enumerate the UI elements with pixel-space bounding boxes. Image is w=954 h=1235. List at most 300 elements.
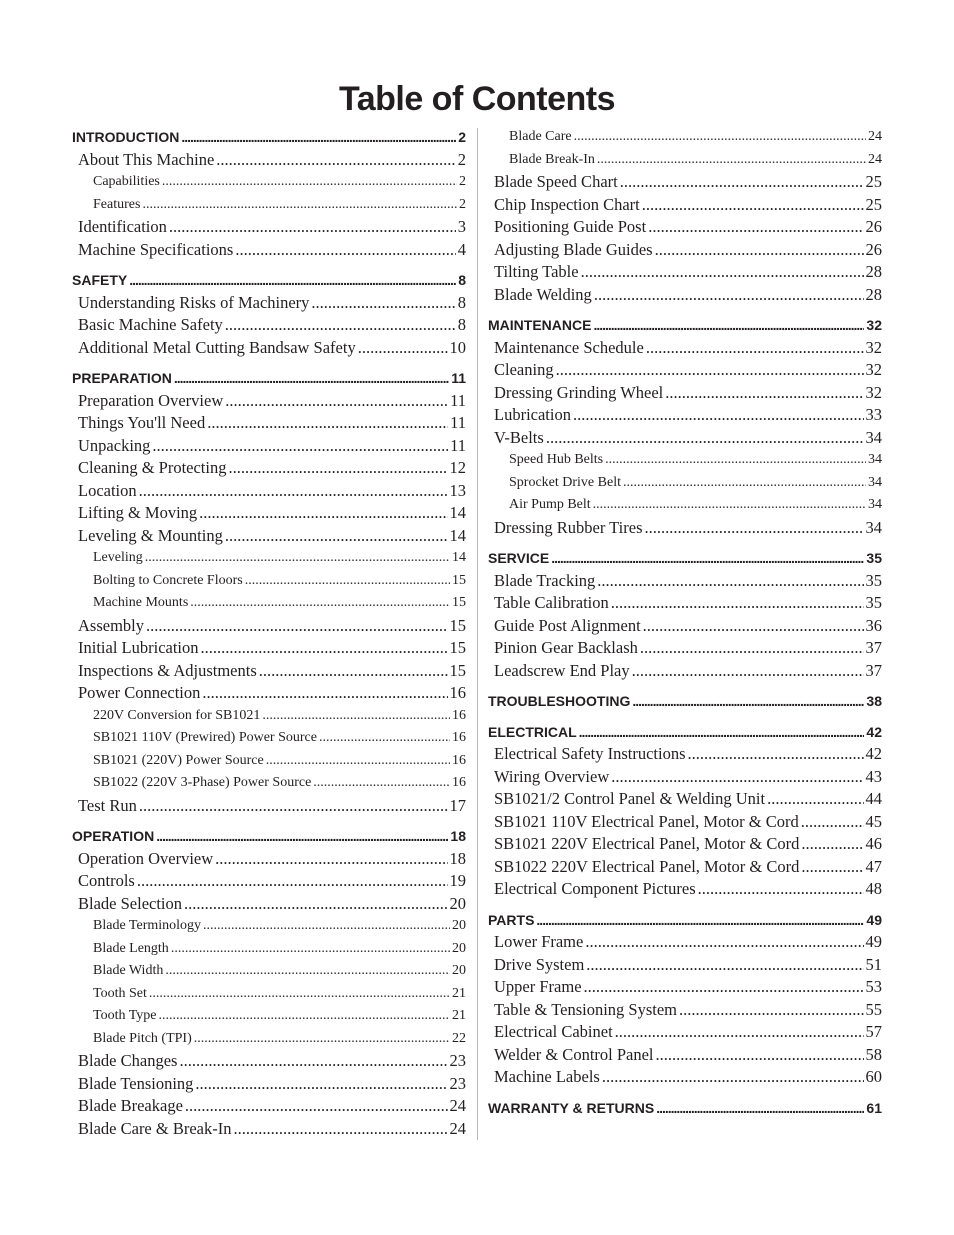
toc-page-number: 26 <box>865 217 882 236</box>
dot-leader <box>573 404 864 427</box>
dot-leader <box>262 705 450 728</box>
toc-entry-label: Machine Specifications <box>78 239 234 259</box>
toc-entry-label: SB1022 220V Electrical Panel, Motor & Cord <box>494 856 800 876</box>
toc-entry[interactable] <box>488 194 882 217</box>
toc-entry[interactable] <box>72 457 466 480</box>
dot-leader <box>146 615 448 638</box>
toc-entry-label: Table Calibration <box>494 593 609 612</box>
dot-leader <box>593 314 864 337</box>
dot-leader <box>646 337 864 360</box>
toc-entry[interactable] <box>72 848 466 871</box>
toc-entry-label: TROUBLESHOOTING <box>488 693 631 709</box>
toc-entry-label: Blade Speed Chart <box>494 172 618 191</box>
toc-entry-label: Unpacking <box>78 435 151 455</box>
toc-entry[interactable] <box>72 705 466 728</box>
toc-entry[interactable] <box>72 592 466 615</box>
toc-entry[interactable] <box>72 727 466 750</box>
toc-page-number: 26 <box>865 239 882 259</box>
toc-entry[interactable] <box>488 570 882 593</box>
toc-entry[interactable] <box>72 893 466 916</box>
toc-entry[interactable] <box>488 1021 882 1044</box>
dot-leader <box>597 149 866 172</box>
toc-entry-label: Tooth Type <box>93 1008 157 1023</box>
toc-page-number: 61 <box>866 1099 882 1116</box>
toc-entry[interactable] <box>488 743 882 766</box>
toc-page-number: 22 <box>452 1030 466 1046</box>
toc-entry[interactable] <box>488 931 882 954</box>
dot-leader <box>216 149 455 172</box>
dot-leader <box>698 878 864 901</box>
toc-entry[interactable] <box>488 954 882 977</box>
toc-entry-label: Location <box>78 480 137 500</box>
dot-leader <box>620 171 864 194</box>
toc-entry[interactable] <box>72 149 466 172</box>
toc-entry-label: Blade Care <box>509 129 572 144</box>
dot-leader <box>579 721 865 744</box>
dot-leader <box>611 592 864 615</box>
dot-leader <box>623 472 866 495</box>
toc-entry[interactable] <box>72 171 466 194</box>
toc-entry[interactable] <box>488 171 882 194</box>
toc-page-number: 55 <box>865 999 882 1019</box>
dot-leader <box>179 1050 447 1073</box>
toc-entry[interactable] <box>488 472 882 495</box>
toc-entry[interactable] <box>488 216 882 239</box>
toc-entry[interactable] <box>488 878 882 901</box>
toc-entry[interactable] <box>72 1118 466 1141</box>
toc-section-heading[interactable] <box>488 1097 882 1120</box>
toc-entry[interactable] <box>488 856 882 879</box>
toc-entry[interactable] <box>72 390 466 413</box>
toc-section-heading[interactable] <box>488 690 882 713</box>
toc-entry[interactable] <box>488 766 882 789</box>
toc-entry-label: Blade Pitch (TPI) <box>93 1030 192 1046</box>
toc-entry[interactable] <box>488 517 882 540</box>
dot-leader <box>615 1021 864 1044</box>
toc-page-number: 15 <box>449 638 466 657</box>
dot-leader <box>149 983 450 1006</box>
toc-page-number: 16 <box>452 707 466 723</box>
toc-entry-label: Upper Frame <box>494 977 582 996</box>
toc-entry-label: Lifting & Moving <box>78 503 198 522</box>
toc-entry-label: About This Machine <box>78 149 215 169</box>
toc-entry-label: Welder & Control Panel <box>494 1044 654 1064</box>
toc-entry-label: Cleaning <box>494 360 554 379</box>
toc-page-number: 11 <box>450 435 466 455</box>
toc-page-number: 14 <box>449 503 466 522</box>
dot-leader <box>228 457 447 480</box>
toc-page-number: 16 <box>452 775 466 790</box>
toc-entry-label: Test Run <box>78 795 137 815</box>
toc-page-number: 17 <box>449 795 466 815</box>
toc-entry-label: Controls <box>78 871 135 890</box>
toc-entry-label: Pinion Gear Backlash <box>494 638 638 657</box>
toc-page-number: 23 <box>449 1073 466 1093</box>
toc-entry[interactable] <box>72 660 466 683</box>
dot-leader <box>546 427 864 450</box>
dot-leader <box>655 239 864 262</box>
toc-section-heading[interactable] <box>488 909 882 932</box>
dot-leader <box>174 367 449 390</box>
toc-page-number: 11 <box>450 390 466 410</box>
toc-page-number: 28 <box>865 262 882 281</box>
toc-entry[interactable] <box>72 337 466 360</box>
toc-entry-label: Capabilities <box>93 174 160 189</box>
toc-entry[interactable] <box>488 149 882 172</box>
toc-entry[interactable] <box>72 412 466 435</box>
dot-leader <box>597 570 863 593</box>
toc-page-number: 38 <box>866 693 882 709</box>
toc-page-number: 57 <box>865 1022 882 1041</box>
toc-column-right <box>488 126 882 1119</box>
toc-page-number: 16 <box>449 683 466 702</box>
dot-leader <box>162 171 457 194</box>
toc-entry-label: SB1021 110V Electrical Panel, Motor & Cord <box>494 811 799 831</box>
toc-page-number: 42 <box>866 723 882 740</box>
dot-leader <box>581 261 864 284</box>
toc-entry[interactable] <box>72 525 466 548</box>
toc-page-number: 46 <box>865 834 882 853</box>
dot-leader <box>801 833 863 856</box>
toc-entry[interactable] <box>72 1073 466 1096</box>
toc-entry-label: Blade Tensioning <box>78 1073 194 1093</box>
toc-entry-label: SB1021 220V Electrical Panel, Motor & Cord <box>494 834 800 853</box>
dot-leader <box>139 795 448 818</box>
toc-entry[interactable] <box>488 284 882 307</box>
toc-entry-label: Features <box>93 196 141 212</box>
toc-entry-label: Tooth Set <box>93 985 147 1001</box>
dot-leader <box>593 494 866 517</box>
toc-page-number: 36 <box>865 615 882 635</box>
toc-entry-label: Blade Tracking <box>494 570 596 590</box>
dot-leader <box>688 743 864 766</box>
toc-page-number: 32 <box>866 317 882 333</box>
dot-leader <box>266 750 450 773</box>
toc-entry-label: Blade Terminology <box>93 918 202 933</box>
toc-entry-label: Machine Mounts <box>93 595 189 610</box>
toc-entry[interactable] <box>488 1066 882 1089</box>
toc-entry[interactable] <box>72 983 466 1006</box>
toc-entry[interactable] <box>488 976 882 999</box>
toc-page-number: 24 <box>449 1118 466 1138</box>
toc-entry-label: Sprocket Drive Belt <box>509 474 621 490</box>
toc-entry-label: Drive System <box>494 954 585 974</box>
toc-entry[interactable] <box>488 592 882 615</box>
toc-page-number: 23 <box>449 1051 466 1070</box>
toc-entry[interactable] <box>72 772 466 795</box>
dot-leader <box>142 194 457 217</box>
toc-page-number: 20 <box>452 940 466 956</box>
dot-leader <box>171 938 450 961</box>
toc-entry-label: Dressing Grinding Wheel <box>494 382 664 402</box>
toc-entry-label: Initial Lubrication <box>78 638 199 657</box>
toc-section-heading[interactable] <box>488 547 882 570</box>
toc-entry[interactable] <box>72 1095 466 1118</box>
toc-page-number: 37 <box>865 660 882 680</box>
toc-page-number: 8 <box>457 315 466 334</box>
toc-entry-label: 220V Conversion for SB1021 <box>93 707 261 723</box>
toc-entry[interactable] <box>72 870 466 893</box>
toc-page-number: 49 <box>865 932 882 951</box>
toc-entry[interactable] <box>488 999 882 1022</box>
toc-entry[interactable] <box>72 216 466 239</box>
toc-page-number: 53 <box>865 977 882 996</box>
toc-entry-label: Bolting to Concrete Floors <box>93 572 243 588</box>
toc-entry-label: Speed Hub Belts <box>509 452 604 467</box>
dot-leader <box>656 1044 864 1067</box>
toc-page-number: 2 <box>457 149 466 169</box>
toc-page-number: 32 <box>865 360 882 379</box>
toc-page-number: 15 <box>452 595 466 610</box>
toc-page-number: 8 <box>457 292 466 312</box>
toc-entry[interactable] <box>488 788 882 811</box>
toc-entry-label: Blade Changes <box>78 1051 178 1070</box>
toc-entry-label: PREPARATION <box>72 370 172 386</box>
toc-column-left <box>72 126 466 1140</box>
toc-entry-label: SB1021 (220V) Power Source <box>93 752 264 768</box>
toc-entry[interactable] <box>72 938 466 961</box>
toc-entry[interactable] <box>72 795 466 818</box>
toc-entry[interactable] <box>488 811 882 834</box>
toc-entry[interactable] <box>72 682 466 705</box>
dot-leader <box>645 517 864 540</box>
toc-page-number: 18 <box>450 828 466 844</box>
toc-entry[interactable] <box>488 427 882 450</box>
toc-page-number: 20 <box>452 963 466 978</box>
toc-page-number: 24 <box>868 129 882 144</box>
toc-entry[interactable] <box>488 660 882 683</box>
toc-page-number: 14 <box>452 550 466 565</box>
toc-page-number: 3 <box>457 217 466 236</box>
toc-page-number: 20 <box>449 893 466 913</box>
toc-entry[interactable] <box>72 615 466 638</box>
toc-entry-label: Leadscrew End Play <box>494 660 630 680</box>
dot-leader <box>574 126 866 149</box>
toc-page-number: 15 <box>449 615 466 635</box>
dot-leader <box>586 954 863 977</box>
toc-page-number: 42 <box>865 744 882 763</box>
toc-entry-label: V-Belts <box>494 427 544 447</box>
dot-leader <box>190 592 450 615</box>
toc-entry[interactable] <box>72 1028 466 1051</box>
toc-entry[interactable] <box>72 547 466 570</box>
toc-entry[interactable] <box>488 449 882 472</box>
toc-page-number: 49 <box>866 911 882 928</box>
toc-page-number: 24 <box>449 1096 466 1115</box>
dot-leader <box>556 359 864 382</box>
toc-section-heading[interactable] <box>488 721 882 744</box>
dot-leader <box>185 1095 448 1118</box>
toc-page-number: 25 <box>865 172 882 191</box>
toc-section-heading[interactable] <box>72 269 466 292</box>
toc-page-number: 13 <box>449 480 466 500</box>
toc-entry-label: Guide Post Alignment <box>494 615 641 635</box>
toc-page-number: 60 <box>865 1067 882 1086</box>
dot-leader <box>611 766 863 789</box>
dot-leader <box>181 126 456 149</box>
toc-entry[interactable] <box>72 915 466 938</box>
dot-leader <box>245 570 450 593</box>
toc-page-number: 28 <box>865 284 882 304</box>
dot-leader <box>259 660 448 683</box>
dot-leader <box>648 216 863 239</box>
toc-page-number: 21 <box>452 985 466 1001</box>
toc-page-number: 25 <box>865 194 882 214</box>
toc-page-number: 11 <box>451 370 466 386</box>
dot-leader <box>139 480 448 503</box>
toc-entry-label: Adjusting Blade Guides <box>494 239 653 259</box>
toc-entry[interactable] <box>488 359 882 382</box>
toc-entry-label: SAFETY <box>72 272 128 288</box>
toc-entry[interactable] <box>72 239 466 262</box>
toc-page-number: 20 <box>452 918 466 933</box>
toc-entry-label: Identification <box>78 217 167 236</box>
dot-leader <box>169 216 456 239</box>
toc-page-number: 2 <box>458 129 466 145</box>
dot-leader <box>585 931 863 954</box>
toc-page-number: 11 <box>450 413 466 432</box>
toc-entry-label: Blade Width <box>93 963 164 978</box>
toc-entry[interactable] <box>72 750 466 773</box>
toc-entry-label: Preparation Overview <box>78 390 224 410</box>
toc-entry-label: Blade Length <box>93 940 169 956</box>
toc-entry[interactable] <box>488 1044 882 1067</box>
toc-section-heading[interactable] <box>488 314 882 337</box>
toc-entry-label: OPERATION <box>72 828 155 844</box>
toc-entry[interactable] <box>488 637 882 660</box>
dot-leader <box>137 870 448 893</box>
dot-leader <box>194 1028 450 1051</box>
toc-entry-label: Blade Breakage <box>78 1096 183 1115</box>
toc-entry[interactable] <box>72 570 466 593</box>
toc-entry[interactable] <box>488 261 882 284</box>
toc-entry-label: Leveling & Mounting <box>78 525 223 545</box>
dot-leader <box>801 811 864 834</box>
toc-entry-label: Lower Frame <box>494 932 584 951</box>
toc-page-number: 34 <box>865 517 882 537</box>
toc-entry-label: MAINTENANCE <box>488 317 592 333</box>
toc-page-number: 19 <box>449 871 466 890</box>
toc-entry-label: Maintenance Schedule <box>494 337 644 357</box>
dot-leader <box>656 1097 864 1120</box>
toc-entry[interactable] <box>488 382 882 405</box>
toc-entry[interactable] <box>72 1050 466 1073</box>
toc-entry-label: Electrical Component Pictures <box>494 879 696 898</box>
dot-leader <box>584 976 864 999</box>
page-title: Table of Contents <box>338 80 616 118</box>
toc-entry-label: Operation Overview <box>78 848 214 868</box>
toc-page-number: 47 <box>865 856 882 876</box>
toc-page-number: 45 <box>865 811 882 831</box>
toc-section-heading[interactable] <box>72 126 466 149</box>
dot-leader <box>358 337 448 360</box>
toc-entry-label: SB1021 110V (Prewired) Power Source <box>93 730 317 745</box>
dot-leader <box>184 893 447 916</box>
toc-page-number: 16 <box>452 752 466 768</box>
toc-entry-label: Leveling <box>93 550 143 565</box>
toc-entry[interactable] <box>72 960 466 983</box>
toc-entry[interactable] <box>72 637 466 660</box>
dot-leader <box>643 615 864 638</box>
toc-page-number: 43 <box>865 766 882 786</box>
toc-page-number: 8 <box>458 272 466 288</box>
dot-leader <box>225 390 448 413</box>
dot-leader <box>235 239 455 262</box>
dot-leader <box>145 547 450 570</box>
toc-entry-label: PARTS <box>488 911 535 928</box>
dot-leader <box>632 690 864 713</box>
dot-leader <box>233 1118 447 1141</box>
toc-page-number: 2 <box>459 196 466 212</box>
toc-entry-label: Additional Metal Cutting Bandsaw Safety <box>78 337 356 357</box>
toc-entry[interactable] <box>488 404 882 427</box>
toc-page-number: 34 <box>865 427 882 447</box>
toc-page-number: 35 <box>866 550 882 566</box>
dot-leader <box>225 525 448 548</box>
dot-leader <box>594 284 864 307</box>
toc-entry-label: WARRANTY & RETURNS <box>488 1099 655 1116</box>
dot-leader <box>152 435 448 458</box>
toc-page-number: 18 <box>449 848 466 868</box>
toc-page-number: 15 <box>449 660 466 680</box>
toc-entry-label: Dressing Rubber Tires <box>494 517 643 537</box>
toc-page-number: 34 <box>868 474 882 490</box>
dot-leader <box>679 999 864 1022</box>
dot-leader <box>207 412 448 435</box>
toc-entry[interactable] <box>488 126 882 149</box>
toc-entry[interactable] <box>488 833 882 856</box>
toc-entry[interactable] <box>72 435 466 458</box>
toc-entry-label: Inspections & Adjustments <box>78 660 257 680</box>
toc-entry-label: Table & Tensioning System <box>494 999 677 1019</box>
toc-section-heading[interactable] <box>72 825 466 848</box>
toc-entry[interactable] <box>488 494 882 517</box>
toc-page-number: 10 <box>449 337 466 357</box>
dot-leader <box>159 1005 451 1028</box>
toc-entry[interactable] <box>72 480 466 503</box>
toc-page-number: 12 <box>449 458 466 477</box>
toc-entry[interactable] <box>488 615 882 638</box>
toc-entry[interactable] <box>72 314 466 337</box>
toc-entry-label: Machine Labels <box>494 1067 600 1086</box>
toc-page-number: 51 <box>865 954 882 974</box>
toc-entry-label: SERVICE <box>488 550 550 566</box>
toc-page-number: 35 <box>865 570 882 590</box>
dot-leader <box>536 909 864 932</box>
toc-entry[interactable] <box>72 1005 466 1028</box>
toc-entry-label: Electrical Cabinet <box>494 1022 613 1041</box>
toc-section-heading[interactable] <box>72 367 466 390</box>
toc-entry-label: Understanding Risks of Machinery <box>78 292 310 312</box>
toc-page-number: 32 <box>865 337 882 357</box>
toc-entry[interactable] <box>72 502 466 525</box>
toc-entry[interactable] <box>488 239 882 262</box>
toc-entry-label: Assembly <box>78 615 144 635</box>
toc-entry-label: Cleaning & Protecting <box>78 458 227 477</box>
toc-page-number: 34 <box>868 452 882 467</box>
toc-entry[interactable] <box>488 337 882 360</box>
toc-entry-label: Tilting Table <box>494 262 579 281</box>
toc-entry-label: Power Connection <box>78 683 201 702</box>
dot-leader <box>215 848 447 871</box>
dot-leader <box>225 314 456 337</box>
toc-page-number: 32 <box>865 382 882 402</box>
toc-entry[interactable] <box>72 194 466 217</box>
toc-entry[interactable] <box>72 292 466 315</box>
toc-page-number: 4 <box>457 239 466 259</box>
toc-entry-label: Blade Selection <box>78 893 183 913</box>
toc-entry-label: Basic Machine Safety <box>78 315 223 334</box>
